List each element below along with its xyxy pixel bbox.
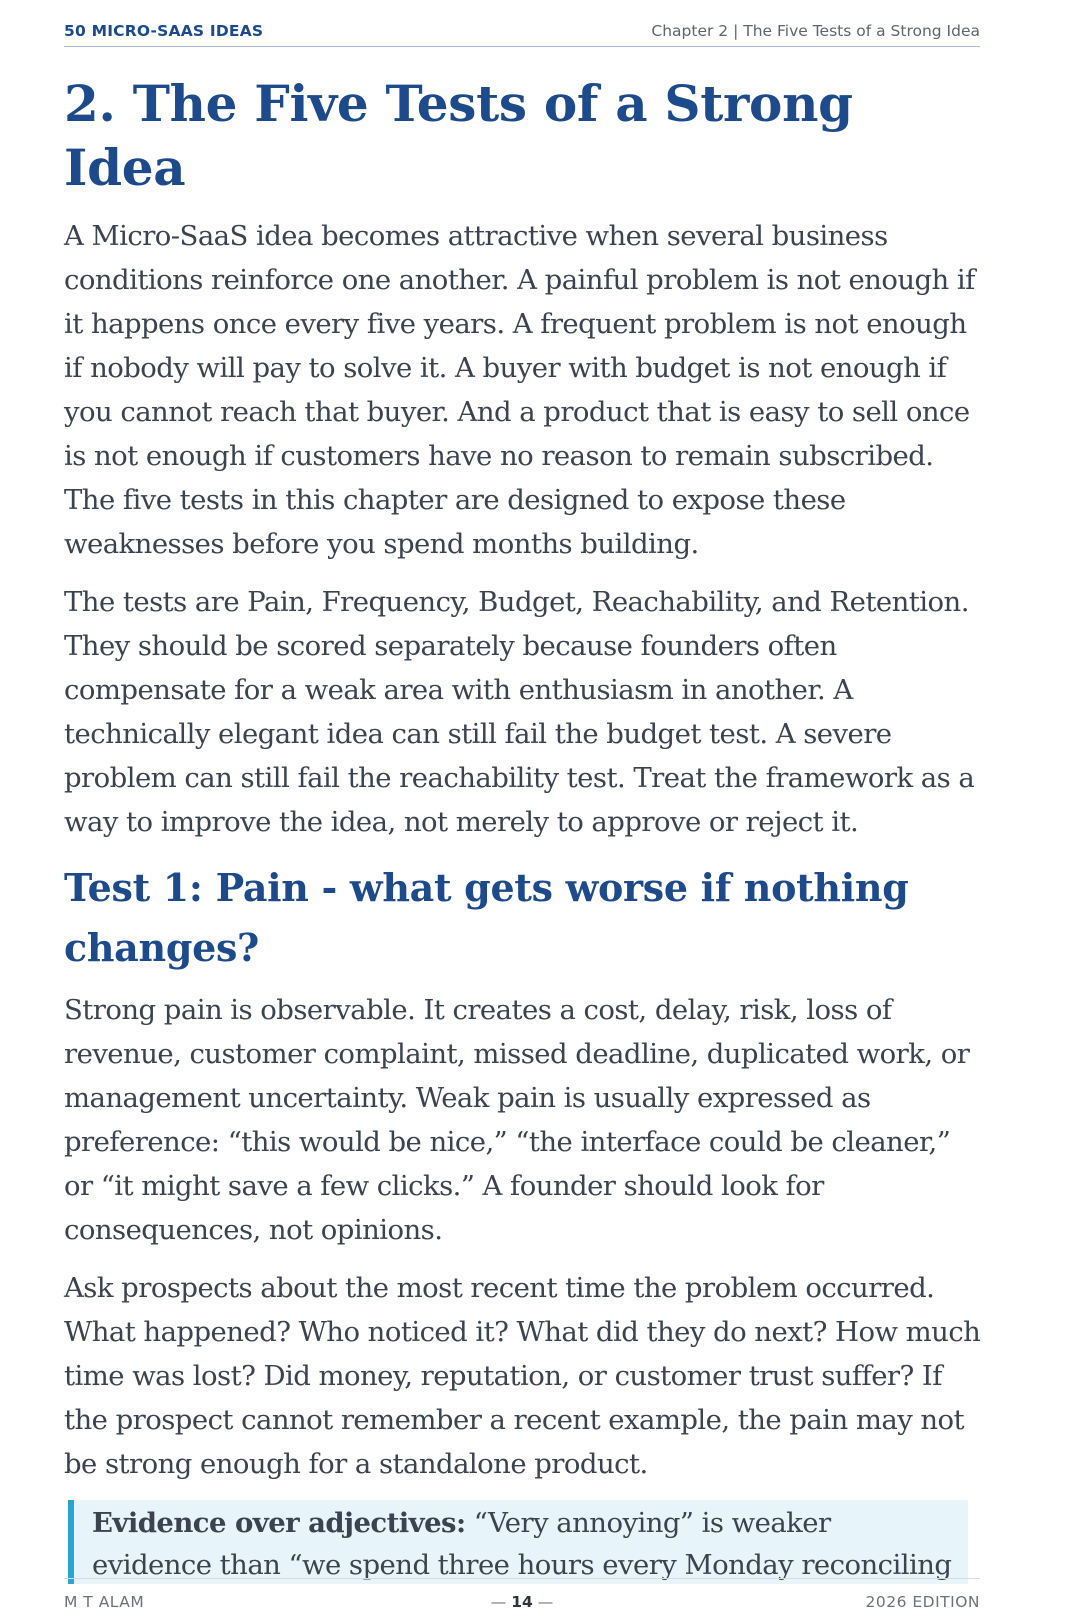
section-heading: Test 1: Pain - what gets worse if nothing changes? (64, 865, 909, 970)
section-paragraph-1: Strong pain is observable. It creates a cost, delay, risk, loss of revenue, customer complaint, missed deadline, duplicated work, or management uncertainty. Weak pain is usually expressed as preference: “this would be nice,” “the interface could be cleaner,” or “it might save a few clicks.” A founder should look for consequences, not opinions. (64, 994, 970, 1246)
author-name: M T ALAM (64, 1593, 145, 1611)
chapter-reference: Chapter 2 | The Five Tests of a Strong Idea (651, 22, 980, 40)
chapter-title: 2. The Five Tests of a Strong Idea (64, 74, 853, 197)
intro-paragraph-1: A Micro-SaaS idea becomes attractive when several business conditions reinforce one another. A painful problem is not enough if it happens once every five years. A frequent problem is not enough if nobody will pay to solve it. A buyer with budget is not enough if you cannot reach that buyer. And a product that is easy to sell once is not enough if customers have no reason to remain subscribed. The five tests in this chapter are designed to expose these weaknesses before you spend months building. (64, 220, 975, 560)
page-content (64, 72, 982, 1584)
page-dash-left: — (490, 1593, 512, 1611)
page-number (64, 1593, 980, 1611)
page-number-value: 14 (511, 1593, 533, 1611)
book-title: 50 MICRO-SAAS IDEAS (64, 22, 264, 40)
callout-lead: Evidence over adjectives: (92, 1507, 466, 1539)
evidence-callout (68, 1500, 968, 1584)
edition-label: 2026 EDITION (865, 1593, 980, 1611)
intro-paragraph-2: The tests are Pain, Frequency, Budget, Reachability, and Retention. They should be scored separately because founders often compensate for a weak area with enthusiasm in another. A technically elegant idea can still fail the budget test. A severe problem can still fail the reachability test. Treat the framework as a way to improve the idea, not merely to approve or reject it. (64, 586, 975, 838)
section-paragraph-2: Ask prospects about the most recent time the problem occurred. What happened? Who noticed it? What did they do next? How much time was lost? Did money, reputation, or customer trust suffer? If the prospect cannot remember a recent example, the pain may not be strong enough for a standalone product. (64, 1272, 981, 1480)
running-footer (64, 1578, 980, 1623)
running-header (64, 20, 980, 47)
callout-text: “Very annoying” is weaker evidence than “we spend three hours every Monday reconciling (92, 1507, 952, 1581)
page-dash-right: — (532, 1593, 554, 1611)
